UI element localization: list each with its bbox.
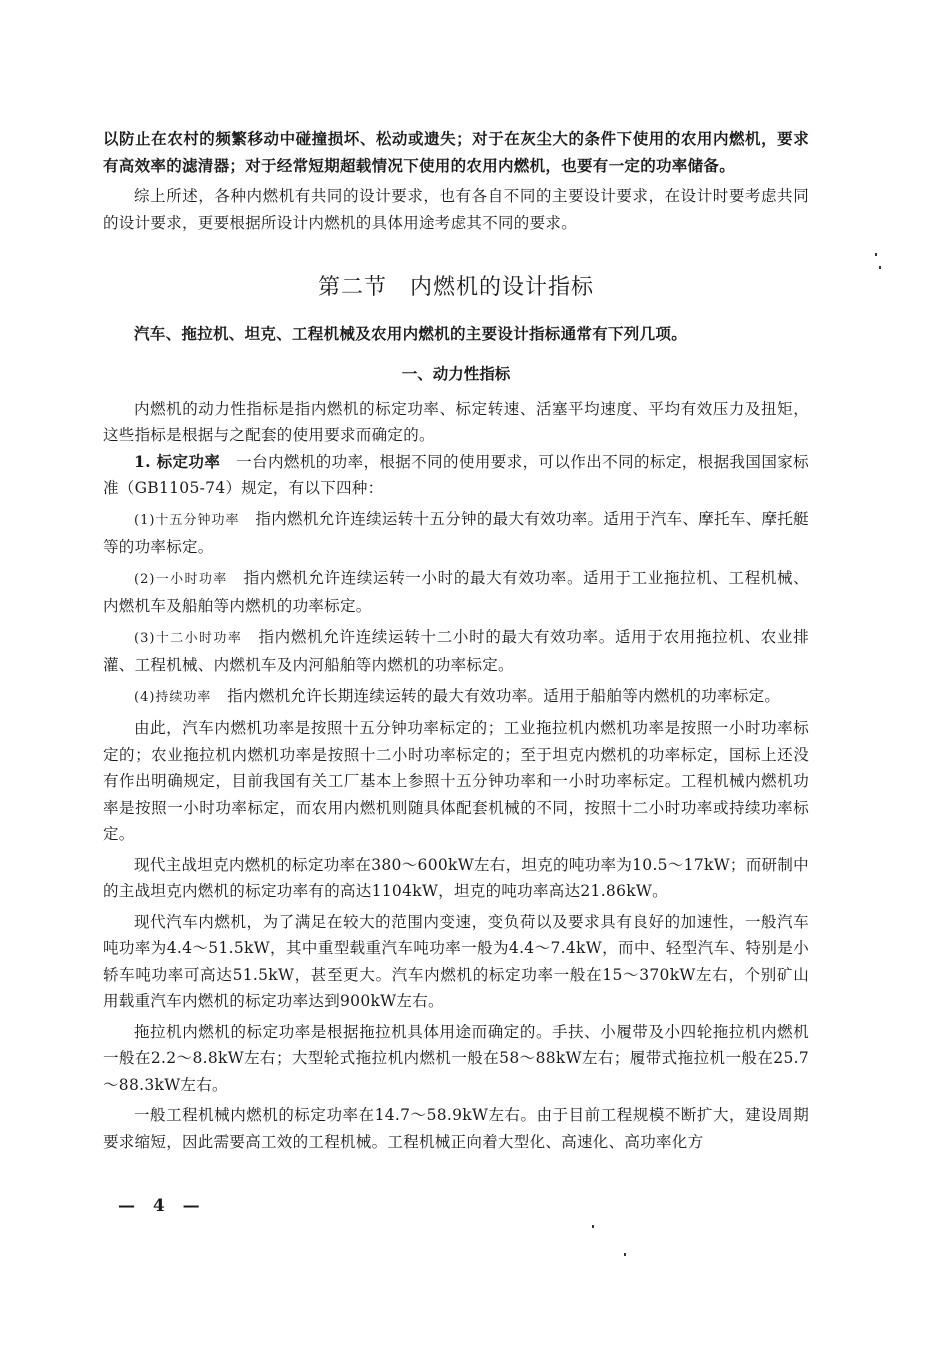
list-item-4-name: (4)持续功率 [134, 689, 212, 705]
paragraph-tractor: 拖拉机内燃机的标定功率是根据拖拉机具体用途而确定的。手扶、小履带及小四轮拖拉机内燃机一般在2.2～8.8kW左右；大型轮式拖拉机内燃机一般在58～88kW左右；履带式拖拉机一般在25.7～88.3kW左右。 [103, 1022, 809, 1094]
section-lead: 汽车、拖拉机、坦克、工程机械及农用内燃机的主要设计指标通常有下列几项。 [134, 324, 688, 343]
rated-power-label: 1. 标定功率 [134, 451, 221, 471]
list-item-4 [103, 683, 809, 712]
scan-speck [592, 1225, 594, 1228]
scan-speck [879, 266, 881, 269]
list-item-3-name: (3)十二小时功率 [134, 630, 243, 646]
list-item-1-name: (1)十五分钟功率 [134, 512, 240, 528]
paragraph-engineering: 一般工程机械内燃机的标定功率在14.7～58.9kW左右。由于目前工程规模不断扩大，建设周期要求缩短，因此需要高工效的工程机械。工程机械正向着大型化、高速化、高功率化方 [103, 1106, 809, 1151]
paragraph-car: 现代汽车内燃机，为了满足在较大的范围内变速，变负荷以及要求具有良好的加速性，一般汽车吨功率为4.4～51.5kW，其中重型载重汽车吨功率一般为4.4～7.4kW，而中、轻型汽车、特别是小轿车吨功率可高达51.5kW，甚至更大。汽车内燃机的标定功率一般在15～370kW左右，个别矿山用载重汽车内燃机的标定功率达到900kW左右。 [103, 912, 809, 1010]
rated-power-text: 一台内燃机的功率，根据不同的使用要求，可以作出不同的标定，根据我国国家标准（GB1105-74）规定，有以下四种： [103, 452, 809, 497]
list-item-2-name: (2)一小时功率 [134, 571, 228, 587]
intro-paragraph-1: 以防止在农村的频繁移动中碰撞损坏、松动或遗失；对于在灰尘大的条件下使用的农用内燃机，要求有高效率的滤清器；对于经常短期超载情况下使用的农用内燃机，也要有一定的功率储备。 [103, 129, 809, 175]
page-number: — 4 — [118, 1196, 206, 1216]
subheading-dynamic: 一、动力性指标 [401, 363, 511, 383]
list-item-1-text: 指内燃机允许连续运转十五分钟的最大有效功率。适用于汽车、摩托车、摩托艇等的功率标定。 [103, 509, 809, 556]
paragraph-dynamic: 内燃机的动力性指标是指内燃机的标定功率、标定转速、活塞平均速度、平均有效压力及扭矩，这些指标是根据与之配套的使用要求而确定的。 [103, 399, 809, 444]
paragraph-tank: 现代主战坦克内燃机的标定功率在380～600kW左右，坦克的吨功率为10.5～17kW；而研制中的主战坦克内燃机的标定功率有的高达1104kW，坦克的吨功率高达21.86kW。 [103, 855, 809, 900]
list-item-3 [103, 624, 809, 679]
page-body [103, 126, 809, 1155]
scan-speck [624, 1253, 626, 1256]
list-item-1 [103, 506, 809, 561]
scan-speck [875, 253, 877, 256]
intro-paragraph-2: 综上所述，各种内燃机有共同的设计要求，也有各自不同的主要设计要求，在设计时要考虑共同的设计要求，更要根据所设计内燃机的具体用途考虑其不同的要求。 [103, 187, 809, 232]
section-title: 第二节 内燃机的设计指标 [317, 275, 594, 300]
paragraph-rated-power [103, 449, 809, 502]
list-item-2-text: 指内燃机允许连续运转一小时的最大有效功率。适用于工业拖拉机、工程机械、内燃机车及船舶等内燃机的功率标定。 [103, 568, 809, 615]
paragraph-thus: 由此，汽车内燃机功率是按照十五分钟功率标定的；工业拖拉机内燃机功率是按照一小时功率标定的；农业拖拉机内燃机功率是按照十二小时功率标定的；至于坦克内燃机的功率标定，国标上还没有作出明确规定，目前我国有关工厂基本上参照十五分钟功率和一小时功率标定。工程机械内燃机功率是按照一小时功率标定，而农用内燃机则随具体配套机械的不同，按照十二小时功率或持续功率标定。 [103, 719, 809, 843]
list-item-2 [103, 565, 809, 620]
list-item-3-text: 指内燃机允许连续运转十二小时的最大有效功率。适用于农用拖拉机、农业排灌、工程机械、内燃机车及内河船舶等内燃机的功率标定。 [103, 627, 810, 674]
list-item-4-text: 指内燃机允许长期连续运转的最大有效功率。适用于船舶等内燃机的功率标定。 [227, 686, 781, 705]
